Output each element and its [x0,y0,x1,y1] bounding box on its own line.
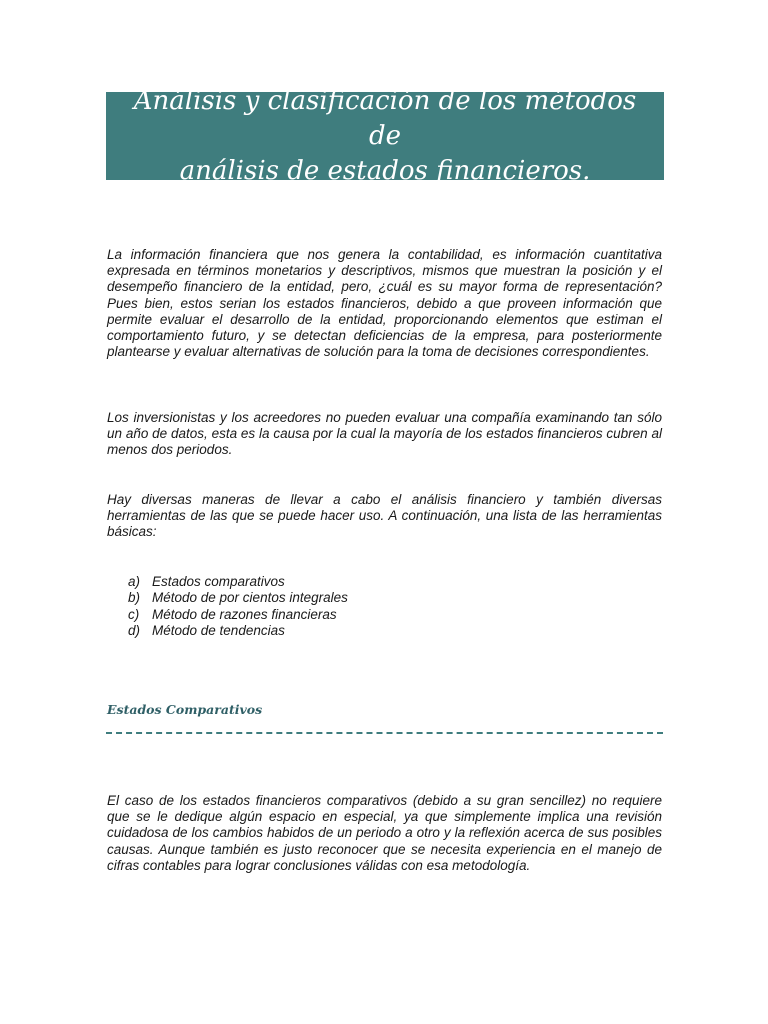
list-item-text: Método de razones financieras [152,606,337,622]
section-divider [106,732,663,734]
list-marker: a) [128,574,141,589]
document-title [116,84,654,189]
title-banner [106,85,664,186]
list-item [128,574,348,590]
list-item-text: Método de tendencias [152,622,285,638]
list-marker: b) [128,590,141,606]
list-item [128,590,348,606]
tools-list [128,574,348,639]
list-item-text: Estados comparativos [152,574,285,589]
tools-paragraph: Hay diversas maneras de llevar a cabo el análisis financiero y también diversas herramientas de las que se puede hacer uso. A continuación, una lista de las herramientas básicas: [107,492,662,540]
list-marker: c) [128,606,140,622]
list-item [128,623,348,639]
list-item-text: Método de por cientos integrales [152,590,348,606]
section-heading: Estados Comparativos [107,702,263,717]
investors-paragraph: Los inversionistas y los acreedores no pueden evaluar una compañía examinando tan sólo un año de datos, esta es la causa por la cual la mayoría de los estados financieros cubren al menos dos periodos. [107,410,662,458]
title-line-2: análisis de estados financieros. [179,155,591,186]
comparative-paragraph: El caso de los estados financieros comparativos (debido a su gran sencillez) no requiere que se le dedique algún espacio en especial, ya que simplemente implica una revisión cuidadosa de los cambios habidos de un periodo a otro y la reflexión acerca de sus posibles causas. Aunque también es justo reconocer que se necesita experiencia en el manejo de cifras contables para lograr conclusiones válidas con esa metodología. [107,793,662,873]
list-marker: d) [128,622,141,638]
title-line-1: Análisis y clasificación de los métodos de [133,85,637,151]
intro-paragraph: La información financiera que nos genera la contabilidad, es información cuantitativa expresada en términos monetarios y descriptivos, mismos que muestran la posición y el desempeño financiero de la entidad, pero, ¿cuál es su mayor forma de representación? Pues bien, estos serian los estados financieros, debido a que proveen información que permite evaluar el desarrollo de la entidad, proporcionando elementos que estiman el comportamiento futuro, y se detectan deficiencias de la empresa, para posteriormente plantearse y evaluar alternativas de solución para la toma de decisiones correspondientes. [107,247,662,360]
list-item [128,607,348,623]
